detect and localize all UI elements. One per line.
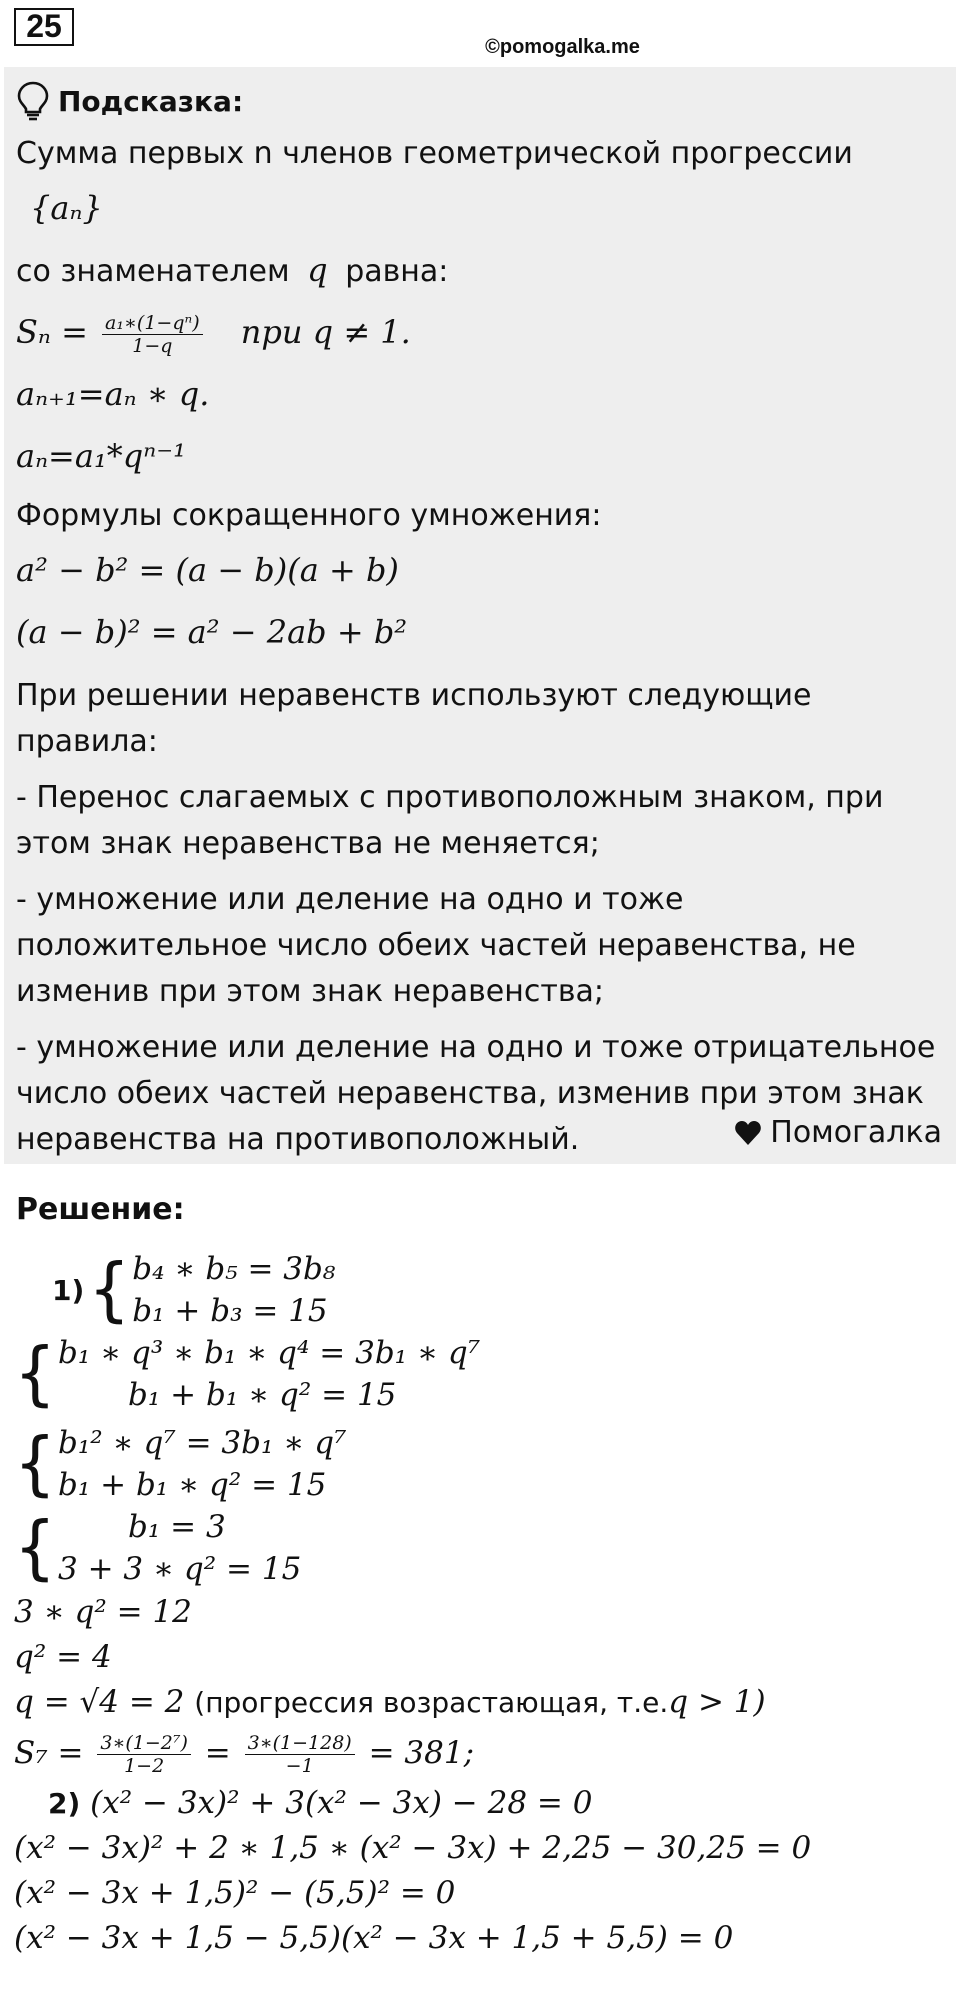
sum-formula [16, 301, 944, 363]
system-2-eq-2: b₁ + b₁ ∗ q² = 15 [128, 1377, 397, 1413]
hint-header [16, 79, 944, 123]
system-3-equations [58, 1422, 346, 1506]
hint-equals-label: равна: [345, 254, 449, 289]
system-brace: { [14, 1333, 56, 1414]
lightbulb-icon [16, 81, 50, 121]
recurrence-formula: aₙ₊₁=aₙ ∗ q. [16, 375, 210, 413]
part-2-equation [14, 1781, 944, 1826]
s7-fraction-2-denominator: −1 [285, 1755, 314, 1777]
q-condition: q > 1) [668, 1684, 766, 1720]
rule-positive: - умножение или деление на одно и тоже положительное число обеих частей неравенства, не изменив при этом знак неравенства; [16, 882, 856, 1009]
solution-title: Решение: [16, 1192, 185, 1227]
q-note: (прогрессия возрастающая, т.е. [194, 1686, 669, 1719]
part-2-formula: (x² − 3x)² + 3(x² − 3x) − 28 = 0 [90, 1785, 593, 1821]
system-1-eq-1: b₄ ∗ b₅ = 3b₈ [132, 1251, 336, 1287]
hint-panel [4, 67, 956, 1164]
hint-title: Подсказка: [58, 84, 244, 118]
site-watermark: ©pomogalka.me [485, 36, 640, 58]
system-3-eq-2: b₁ + b₁ ∗ q² = 15 [58, 1467, 327, 1503]
s7-result: = 381; [368, 1735, 475, 1771]
brand-name: Помогалка [770, 1115, 942, 1150]
solution-line-square-difference: (x² − 3x + 1,5)² − (5,5)² = 0 [14, 1875, 456, 1911]
system-3-eq-1: b₁² ∗ q⁷ = 3b₁ ∗ q⁷ [58, 1425, 347, 1461]
system-2 [14, 1332, 944, 1416]
sum-fraction [102, 312, 203, 357]
heart-icon [734, 1120, 762, 1146]
sum-fraction-numerator: a₁∗(1−qⁿ) [102, 312, 203, 335]
s7-fraction-1-numerator: 3∗(1−2⁷) [97, 1732, 191, 1755]
solution-line-q2-value: q² = 4 [14, 1639, 112, 1675]
system-2-eq-1: b₁ ∗ q³ ∗ b₁ ∗ q⁴ = 3b₁ ∗ q⁷ [58, 1335, 481, 1371]
brand-signature [734, 1115, 942, 1150]
system-brace: { [88, 1249, 131, 1330]
nth-term-formula: aₙ=a₁*qⁿ⁻¹ [16, 437, 186, 475]
solution-line-q-value [14, 1680, 944, 1725]
system-4-eq-2: 3 + 3 ∗ q² = 15 [58, 1551, 302, 1587]
rules-intro: При решении неравенств используют следующие правила: [16, 678, 812, 759]
denominator-variable: q [307, 251, 328, 289]
system-4-equations [58, 1506, 301, 1590]
s7-lhs: S₇ = [14, 1735, 84, 1771]
solution-line-complete-square: (x² − 3x)² + 2 ∗ 1,5 ∗ (x² − 3x) + 2,25 − 30,25 = 0 [14, 1830, 812, 1866]
system-3 [14, 1422, 944, 1506]
system-1-equations [132, 1248, 335, 1332]
sequence-notation: {aₙ} [30, 189, 103, 227]
s7-fraction-2-numerator: 3∗(1−128) [245, 1732, 355, 1755]
square-of-difference: (a − b)² = a² − 2ab + b² [16, 613, 408, 651]
system-4-eq-1: b₁ = 3 [128, 1509, 226, 1545]
sum-formula-lhs: Sₙ = [16, 313, 88, 351]
hint-denominator-label: со знаменателем [16, 254, 290, 289]
s7-equals: = [204, 1735, 231, 1771]
rule-transfer: - Перенос слагаемых с противоположным знаком, при этом знак неравенства не меняется; [16, 780, 884, 861]
system-1 [52, 1248, 944, 1332]
sum-formula-condition: при q ≠ 1. [240, 313, 411, 351]
difference-of-squares: a² − b² = (a − b)(a + b) [16, 551, 399, 589]
q-value: q = √4 = 2 [14, 1684, 185, 1720]
system-4 [14, 1506, 944, 1590]
hint-denominator-text [16, 239, 944, 301]
s7-fraction-2 [245, 1732, 355, 1777]
hint-sum-line1: Сумма первых n членов геометрической прогрессии [16, 136, 853, 171]
sum-fraction-denominator: 1−q [132, 335, 173, 357]
system-brace: { [14, 1507, 56, 1588]
system-brace: { [14, 1423, 56, 1504]
s7-computation [14, 1725, 944, 1781]
hint-sum-text [16, 131, 944, 239]
solution-line-factored: (x² − 3x + 1,5 − 5,5)(x² − 3x + 1,5 + 5,5) = 0 [14, 1920, 734, 1956]
s7-fraction-1-denominator: 1−2 [124, 1755, 165, 1777]
rule-negative: - умножение или деление на одно и тоже отрицательное число обеих частей неравенства, изменив при этом знак неравенства на противоположный. [16, 1030, 936, 1157]
fsu-title: Формулы сокращенного умножения: [16, 498, 602, 533]
solution-body [14, 1248, 944, 1961]
s7-fraction-1 [97, 1732, 191, 1777]
part-1-label: 1) [52, 1273, 85, 1307]
system-1-eq-2: b₁ + b₃ = 15 [132, 1293, 328, 1329]
problem-number: 25 [14, 8, 74, 46]
solution-line-q2-equation: 3 ∗ q² = 12 [14, 1594, 192, 1630]
part-2-label: 2) [48, 1787, 81, 1820]
system-2-equations [58, 1332, 480, 1416]
